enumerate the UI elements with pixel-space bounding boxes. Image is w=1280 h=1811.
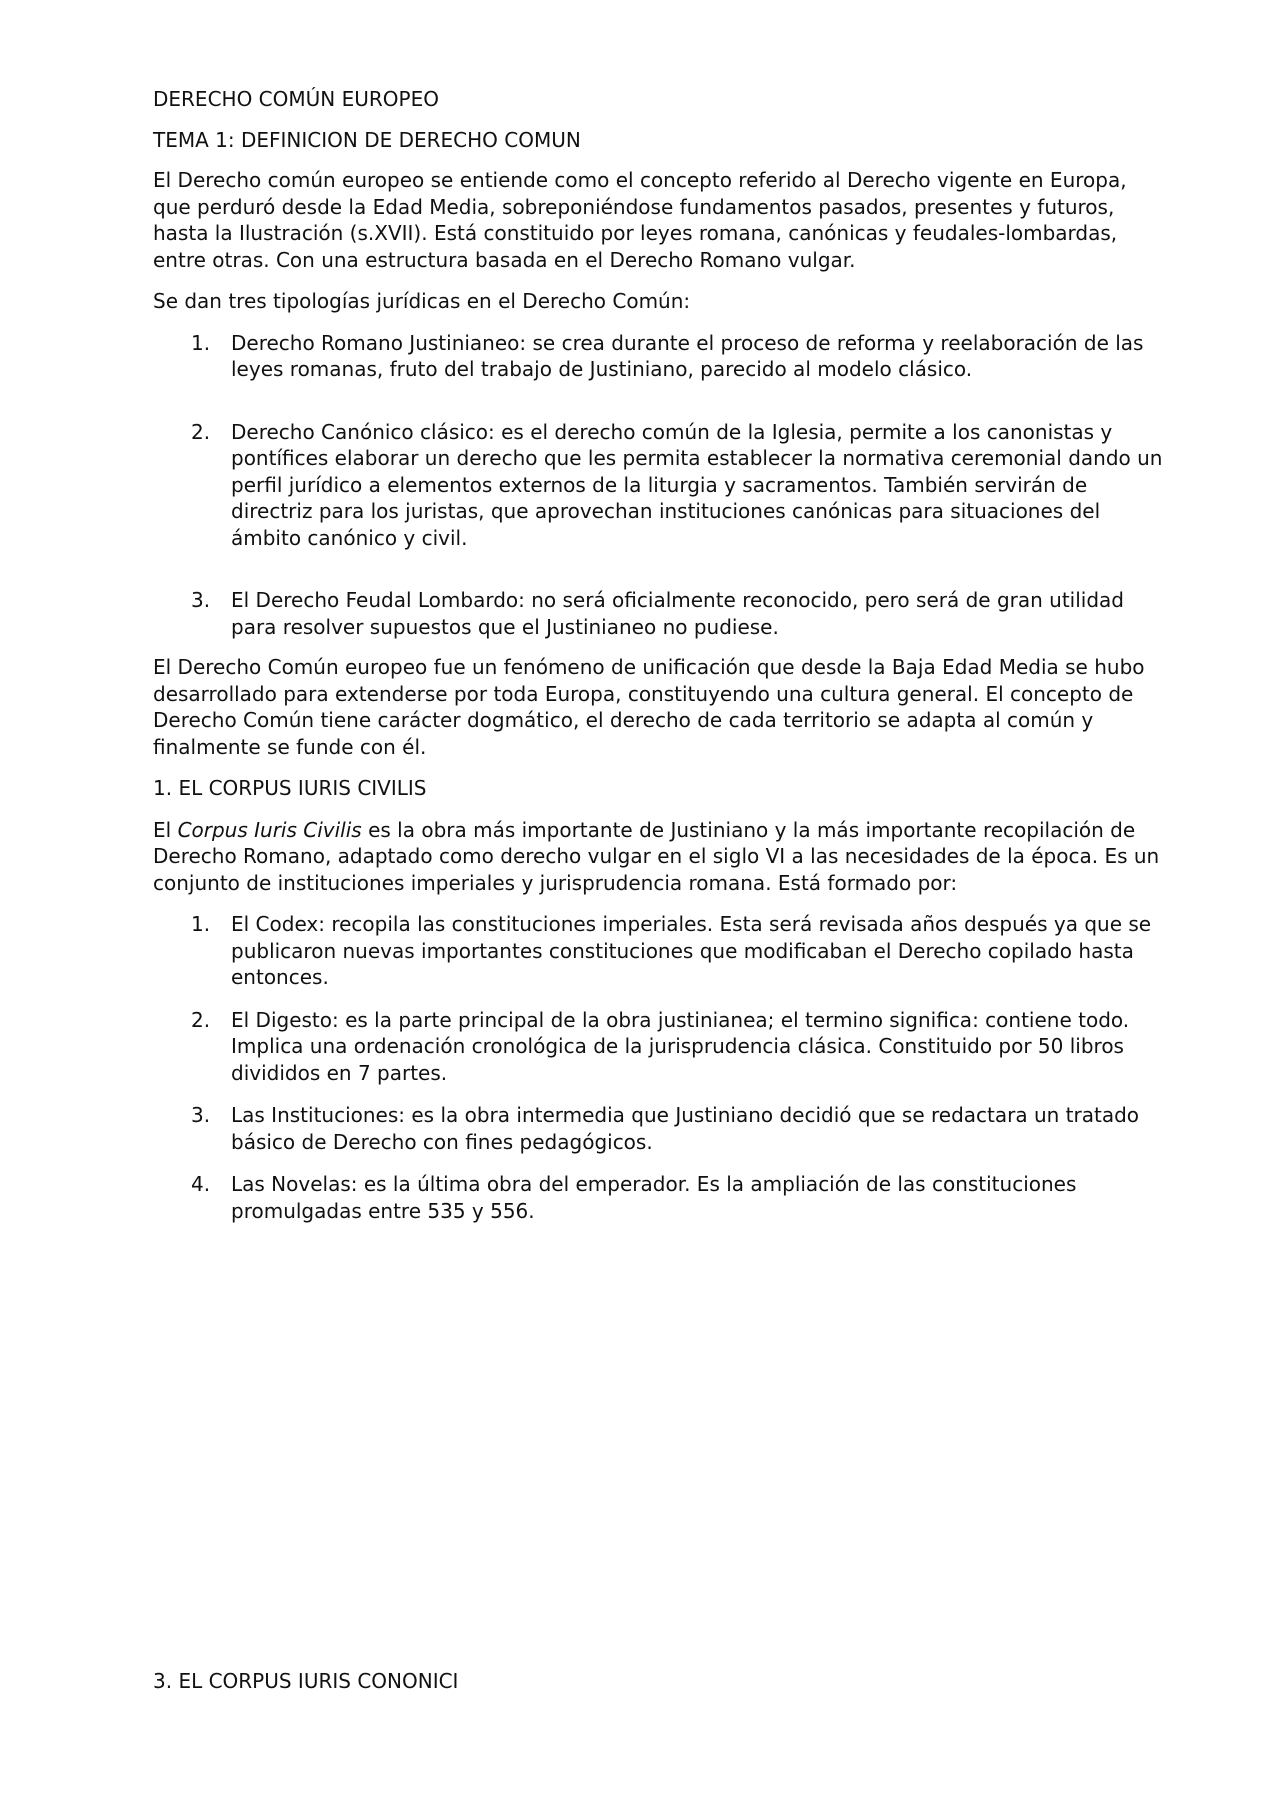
intro-paragraph: El Derecho común europeo se entiende como el concepto referido al Derecho vigente en Europa, que perduró desde la Edad Media, sobreponiéndose fundamentos pasados, presentes y futuros, hasta la Ilustración (s.XVII). Está constituido por leyes romana, canónicas y feudales-lombardas, entre otras. Con una estructura basada en el Derecho Romano vulgar.: [153, 168, 1127, 272]
list-item-text: Derecho Canónico clásico: es el derecho común de la Iglesia, permite a los canonistas y pontífices elaborar un derecho que les permita establecer la normativa ceremonial dando un perfil jurídico a elementos externos de la liturgia y sacramentos. También servirán de directriz para los juristas, que aprovechan instituciones canónicas para situaciones del ámbito canónico y civil.: [231, 419, 1163, 550]
list-item: [153, 1007, 1163, 1087]
list-number: 4.: [191, 1172, 211, 1196]
corpus-paragraph: [153, 817, 1163, 897]
corpus-parts-list: [153, 911, 1163, 1224]
section1-heading: 1. EL CORPUS IURIS CIVILIS: [153, 776, 427, 800]
list-item: [153, 330, 1163, 383]
list-item-text: Las Novelas: es la última obra del emperador. Es la ampliación de las constituciones promulgadas entre 535 y 556.: [231, 1172, 1077, 1223]
section3-heading: 3. EL CORPUS IURIS CONONICI: [153, 1669, 459, 1693]
list-item: [153, 419, 1163, 552]
document-page: [153, 86, 1163, 1240]
list-number: 1.: [191, 912, 211, 936]
list-item-text: El Derecho Feudal Lombardo: no será oficialmente reconocido, pero será de gran utilidad para resolver supuestos que el Justinianeo no pudiese.: [231, 588, 1124, 639]
document-title: DERECHO COMÚN EUROPEO: [153, 87, 439, 111]
list-item-text: El Codex: recopila las constituciones imperiales. Esta será revisada años después ya que se publicaron nuevas importantes constituciones que modificaban el Derecho copilado hasta entonces.: [231, 912, 1152, 989]
tipologias-intro: Se dan tres tipologías jurídicas en el Derecho Común:: [153, 289, 691, 313]
tipologias-list: [153, 330, 1163, 641]
list-number: 2.: [191, 1007, 211, 1032]
list-item: [153, 587, 1163, 640]
tema-heading: TEMA 1: DEFINICION DE DERECHO COMUN: [153, 127, 581, 152]
list-number: 1.: [191, 330, 211, 355]
list-number: 3.: [191, 1103, 211, 1127]
list-item: [153, 1171, 1163, 1224]
list-item: [153, 1102, 1163, 1155]
unificacion-paragraph: El Derecho Común europeo fue un fenómeno de unificación que desde la Baja Edad Media se hubo desarrollado para extenderse por toda Europa, constituyendo una cultura general. El concepto de Derecho Común tiene carácter dogmático, el derecho de cada territorio se adapta al común y finalmente se funde con él.: [153, 655, 1145, 759]
corpus-italic-title: Corpus Iuris Civilis: [177, 817, 362, 842]
list-item-text: Derecho Romano Justinianeo: se crea durante el proceso de reforma y reelaboración de las leyes romanas, fruto del trabajo de Justiniano, parecido al modelo clásico.: [231, 330, 1144, 381]
corpus-prefix: El: [153, 817, 178, 842]
list-number: 2.: [191, 419, 211, 444]
corpus-rest: es la obra más importante de Justiniano y la más importante recopilación de Derecho Romano, adaptado como derecho vulgar en el siglo VI a las necesidades de la época. Es un conjunto de instituciones imperiales y jurisprudencia romana. Está formado por:: [153, 817, 1160, 895]
list-item-text: El Digesto: es la parte principal de la obra justinianea; el termino significa: contiene todo. Implica una ordenación cronológica de la jurisprudencia clásica. Constituido por 50 libros divididos en 7 partes.: [231, 1007, 1130, 1085]
list-item: [153, 911, 1163, 991]
list-item-text: Las Instituciones: es la obra intermedia que Justiniano decidió que se redactara un tratado básico de Derecho con fines pedagógicos.: [231, 1103, 1140, 1154]
list-number: 3.: [191, 588, 211, 612]
